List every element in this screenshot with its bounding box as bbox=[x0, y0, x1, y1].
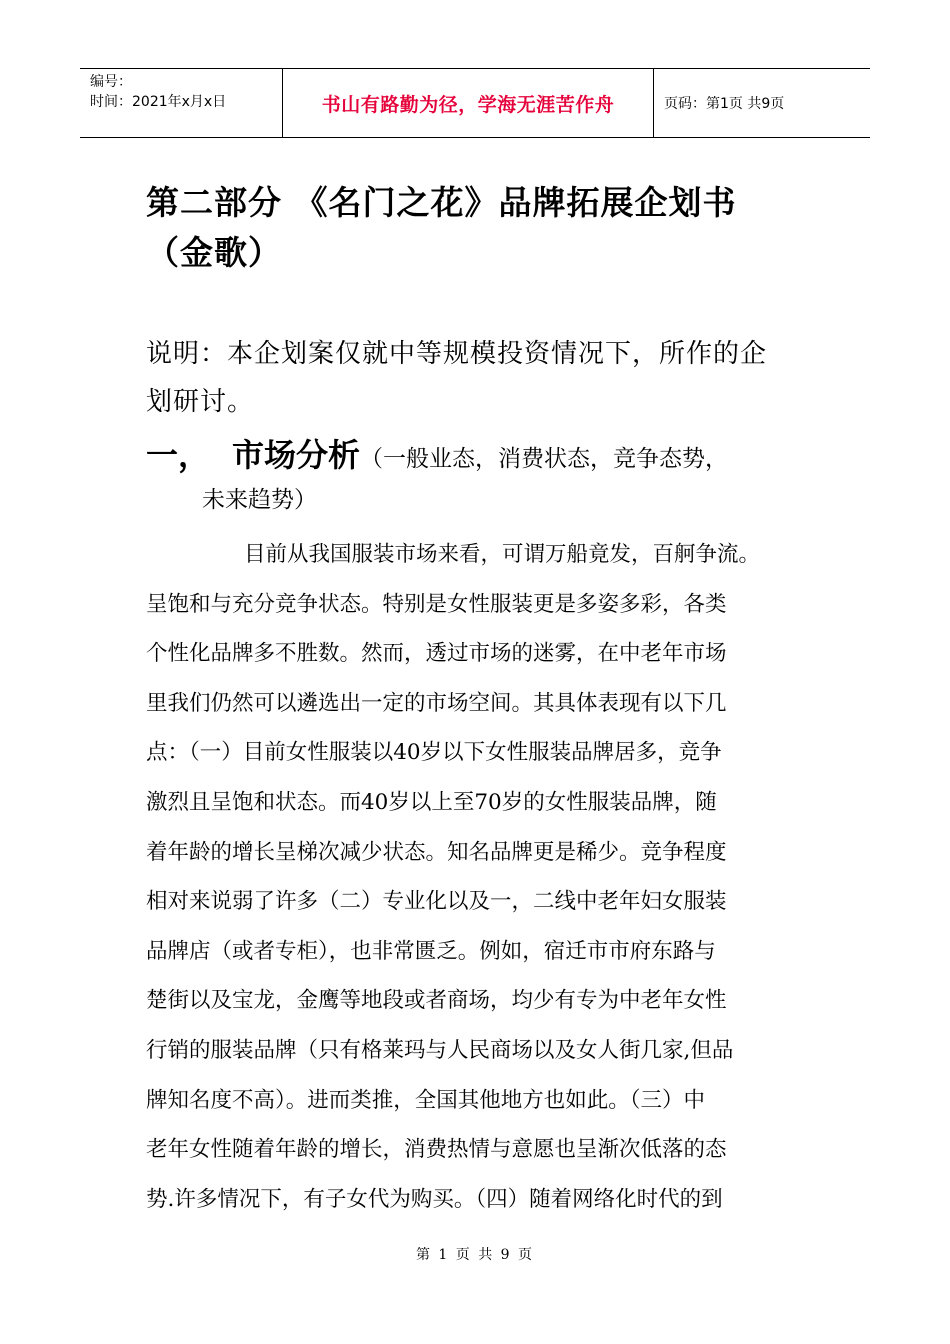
body-line: 相对来说弱了许多（二）专业化以及一，二线中老年妇女服装 bbox=[146, 889, 727, 915]
header-meta bbox=[80, 69, 282, 137]
section-heading-line bbox=[146, 432, 836, 478]
body-line: 老年女性随着年龄的增长，消费热情与意愿也呈渐次低落的态 bbox=[146, 1137, 727, 1163]
body-line: 楚街以及宝龙，金鹰等地段或者商场，均少有专为中老年女性 bbox=[146, 988, 727, 1014]
body-line: 里我们仍然可以遴选出一定的市场空间。其具体表现有以下几 bbox=[146, 690, 727, 716]
section-heading-market-analysis bbox=[146, 432, 836, 522]
document-time-label: 时间：2021年x月x日 bbox=[90, 94, 227, 110]
body-line: 激烈且呈饱和状态。而40岁以上至70岁的女性服装品牌，随 bbox=[146, 789, 717, 815]
body-line: 点：（一）目前女性服装以40岁以下女性服装品牌居多，竞争 bbox=[146, 740, 722, 766]
note-line-1: 说明：本企划案仅就中等规模投资情况下，所作的企 bbox=[146, 339, 768, 369]
body-line: 势.许多情况下，有子女代为购买。（四）随着网络化时代的到 bbox=[146, 1186, 723, 1212]
title-line-1: 第二部分 《名门之花》品牌拓展企划书 bbox=[146, 183, 737, 222]
body-line: 个性化品牌多不胜数。然而，透过市场的迷雾，在中老年市场 bbox=[146, 641, 727, 667]
header-motto-cell bbox=[282, 69, 654, 137]
document-number-label: 编号： bbox=[90, 74, 132, 90]
section-number: 一， bbox=[146, 436, 211, 474]
description-note bbox=[146, 330, 816, 426]
header-page-cell bbox=[654, 69, 870, 137]
body-line: 牌知名度不高）。进而类推，全国其他地方也如此。（三）中 bbox=[146, 1087, 706, 1113]
body-line: 目前从我国服装市场来看，可谓万船竟发，百舸争流。 bbox=[244, 542, 761, 567]
body-line: 行销的服装品牌（只有格莱玛与人民商场以及女人街几家,但品 bbox=[146, 1037, 734, 1063]
note-line-2: 划研讨。 bbox=[146, 387, 255, 417]
body-paragraph bbox=[146, 530, 811, 1224]
section-subtitle-continued: 未来趋势） bbox=[202, 487, 317, 513]
body-line: 品牌店（或者专柜），也非常匮乏。例如，宿迁市市府东路与 bbox=[146, 938, 716, 964]
title-line-2: （金歌） bbox=[146, 233, 282, 272]
header-motto: 书山有路勤为径，学海无涯苦作舟 bbox=[321, 93, 615, 116]
body-line: 呈饱和与充分竞争状态。特别是女性服装更是多姿多彩，各类 bbox=[146, 591, 727, 617]
page-footer: 第 1 页 共 9 页 bbox=[415, 1247, 535, 1263]
section-subtitle: （一般业态，消费状态，竞争态势， bbox=[360, 446, 729, 472]
header-page-label: 页码：第1页 共9页 bbox=[664, 96, 785, 112]
body-line: 着年龄的增长呈梯次减少状态。知名品牌更是稀少。竞争程度 bbox=[146, 839, 727, 865]
document-header bbox=[80, 68, 870, 138]
section-title: 市场分析 bbox=[232, 436, 361, 474]
document-title bbox=[146, 178, 826, 278]
